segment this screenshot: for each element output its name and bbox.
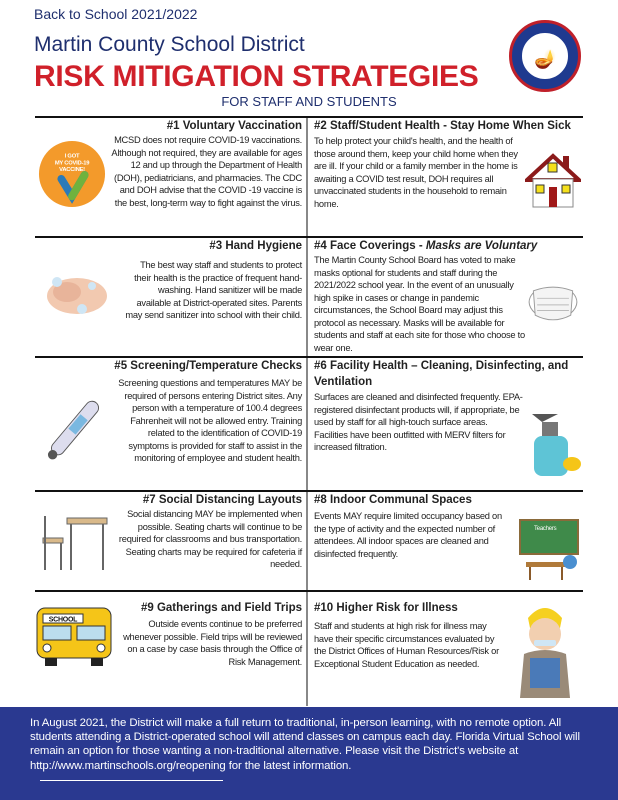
row-5 xyxy=(35,590,583,706)
heading-emphasis: Masks are Voluntary xyxy=(425,240,538,252)
section-body: The Martin County School Board has voted to make masks optional for students and staff during the 2021/2022 school year. In the event of an unusually high spike in cases or change in pandemic circumstances, the School Board may adjust this protocol as necessary. Masks will be available for students and staff at each site for those who choose to wear one. xyxy=(314,255,525,353)
thermometer-icon xyxy=(39,394,105,474)
bus-label: SCHOOL xyxy=(48,616,78,624)
house-icon xyxy=(525,152,581,210)
section-2 xyxy=(310,118,583,236)
page-title: RISK MITIGATION STRATEGIES xyxy=(34,60,479,93)
hand-washing-icon xyxy=(37,264,117,324)
vaccine-badge-icon xyxy=(38,140,106,208)
district-seal-logo xyxy=(509,20,581,92)
page-subtitle: FOR STAFF AND STUDENTS xyxy=(221,94,397,109)
section-body: MCSD does not require COVID-19 vaccinations. Although not required, they are available for ages 12 and up through the Department of Health (DOH), pediatricians, and pharmacies. The CDC and DOH advise that the COVID -19 vaccine is the best, long-term way to fight against the virus. xyxy=(111,135,302,208)
section-body: Social distancing MAY be implemented when possible. Seating charts will continue to be required for classrooms and bus transportation. Seating charts may be required for cafeteria if needed. xyxy=(118,509,302,569)
section-body: Events MAY require limited occupancy based on the type of activity and the expected number of attendees. All indoor spaces are cleaned and disinfected frequently. xyxy=(314,511,502,559)
section-heading: #10 Higher Risk for Illness xyxy=(314,602,458,614)
footer-divider xyxy=(40,780,223,781)
row-4 xyxy=(35,490,583,590)
back-to-school-label: Back to School 2021/2022 xyxy=(34,6,198,22)
section-heading: #1 Voluntary Vaccination xyxy=(166,120,302,132)
sick-child-icon xyxy=(510,598,580,702)
svg-text:I GOT: I GOT xyxy=(64,153,80,160)
section-heading: #6 Facility Health – Cleaning, Disinfecting, and Ventilation xyxy=(314,360,569,388)
lamp-icon: 🪔 xyxy=(534,49,557,69)
section-7 xyxy=(35,492,308,590)
section-body: The best way staff and students to protect their health is the practice of frequent hand-washing. Hand sanitizer will be made available at District-operated sites. Parents may send sanitizer into school with their child. xyxy=(125,260,302,320)
section-body: To help protect your child's health, and the health of those around them, keep your child home when they are ill. If your child or a family member in the home is awaiting a COVID test result, DOH requires all unvaccinated students in the household to remain home. xyxy=(314,136,518,209)
row-1 xyxy=(35,116,583,236)
heading-text: #4 Face Coverings - xyxy=(314,240,426,252)
section-6 xyxy=(310,358,583,490)
section-heading: #9 Gatherings and Field Trips xyxy=(140,602,302,614)
school-bus-icon xyxy=(35,602,115,668)
classroom-icon xyxy=(516,516,582,582)
school-desk-icon xyxy=(39,508,111,578)
section-10 xyxy=(310,592,583,706)
section-heading: #3 Hand Hygiene xyxy=(209,240,302,252)
spray-bottle-icon xyxy=(524,408,582,480)
section-1 xyxy=(35,118,308,236)
district-name: Martin County School District xyxy=(34,33,305,56)
board-label: Teachers xyxy=(534,526,557,532)
section-body: Screening questions and temperatures MAY be required of persons entering District sites. Any person with a temperature of 100.4 degrees Fahrenheit will not be allowed entry. Training related to the identification of COVID-19 symptoms is provided for staff to assist in the monitoring of employee and student health. xyxy=(118,378,302,463)
section-heading: #8 Indoor Communal Spaces xyxy=(314,494,472,506)
section-heading: #5 Screening/Temperature Checks xyxy=(114,360,302,372)
section-heading: #7 Social Distancing Layouts xyxy=(142,494,302,506)
section-8 xyxy=(310,492,583,590)
section-heading: #2 Staff/Student Health - Stay Home When Sick xyxy=(314,120,571,132)
svg-text:VACCINE!: VACCINE! xyxy=(59,167,85,174)
face-mask-icon xyxy=(524,278,582,328)
section-3 xyxy=(35,238,308,356)
footer-banner xyxy=(0,707,618,800)
row-3 xyxy=(35,356,583,490)
svg-text:MY COVID-19: MY COVID-19 xyxy=(54,160,90,167)
section-4 xyxy=(310,238,583,356)
section-body: Outside events continue to be preferred whenever possible. Field trips will be reviewed on a case by case basis through the Office of Risk Management. xyxy=(123,619,302,667)
row-2 xyxy=(35,236,583,356)
footer-text: In August 2021, the District will make a full return to traditional, in-person learning, with no remote option. All students attending a District-operated school will attend classes on campus each day. Florida Virtual School will remain an option for those wanting a non-traditional alternative. Please visit the District's website at http://www.martinschools.org/reopening for the latest information. xyxy=(30,717,580,772)
section-body: Surfaces are cleaned and disinfected frequently. EPA-registered disinfectant products will, if appropriate, be used by staff for all high-touch surface areas. Facilities have been outfitted with MERV filters for increased filtration. xyxy=(314,392,523,452)
section-5 xyxy=(35,358,308,490)
section-9 xyxy=(35,592,308,706)
section-heading xyxy=(314,238,583,254)
section-body: Staff and students at high risk for illness may have their specific circumstances evaluated by the District Offices of Human Resources/Risk or Exceptional Student Education as needed. xyxy=(314,621,499,669)
